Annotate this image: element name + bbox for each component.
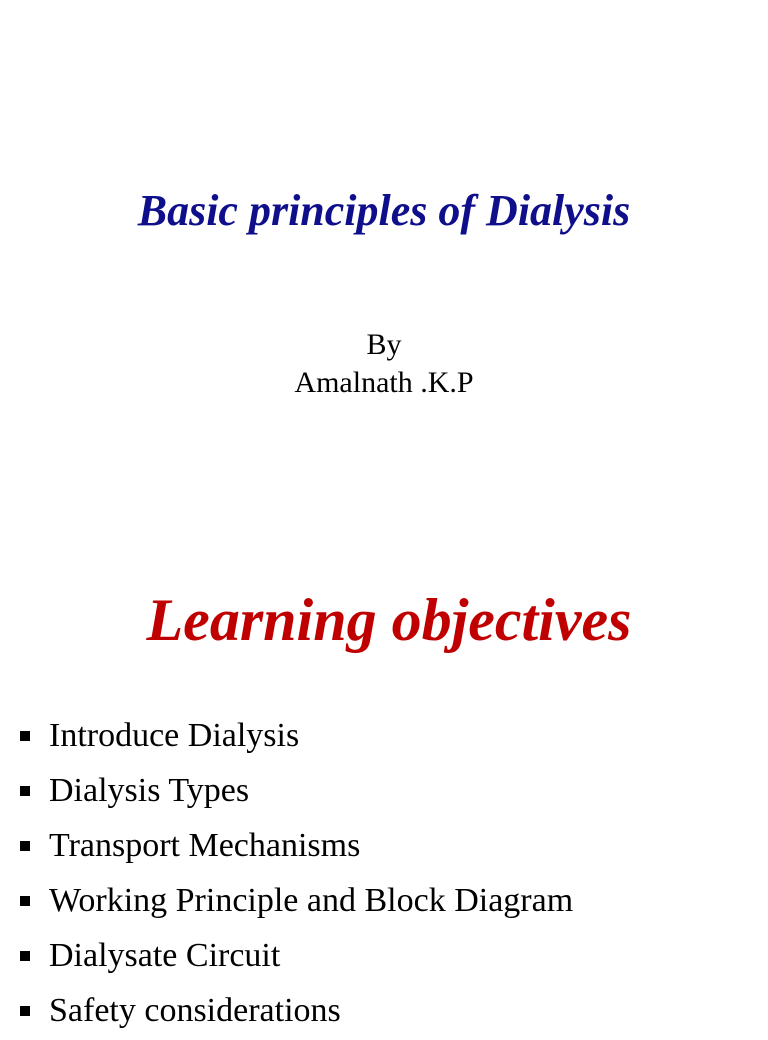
list-item [0,985,573,1040]
byline [0,326,768,402]
list-item-label: Introduce Dialysis [49,717,300,754]
list-item [0,875,573,930]
list-item-label: Safety considerations [49,992,341,1029]
list-item-label: Working Principle and Block Diagram [49,882,574,919]
list-item [0,710,573,765]
by-label: By [366,328,402,361]
square-bullet-icon [20,951,30,961]
list-item [0,820,573,875]
list-item-label: Dialysate Circuit [49,937,281,974]
square-bullet-icon [20,896,30,906]
objectives-slide [0,560,768,1029]
square-bullet-icon [20,1006,30,1016]
square-bullet-icon [20,786,30,796]
list-item [0,930,573,985]
objectives-list [0,710,573,1040]
square-bullet-icon [20,841,30,851]
author-name: Amalnath .K.P [294,366,474,399]
list-item [0,765,573,820]
presentation-title: Basic principles of Dialysis [137,186,631,235]
objectives-heading: Learning objectives [146,587,632,653]
square-bullet-icon [20,731,30,741]
list-item-label: Dialysis Types [49,772,250,809]
list-item-label: Transport Mechanisms [49,827,361,864]
